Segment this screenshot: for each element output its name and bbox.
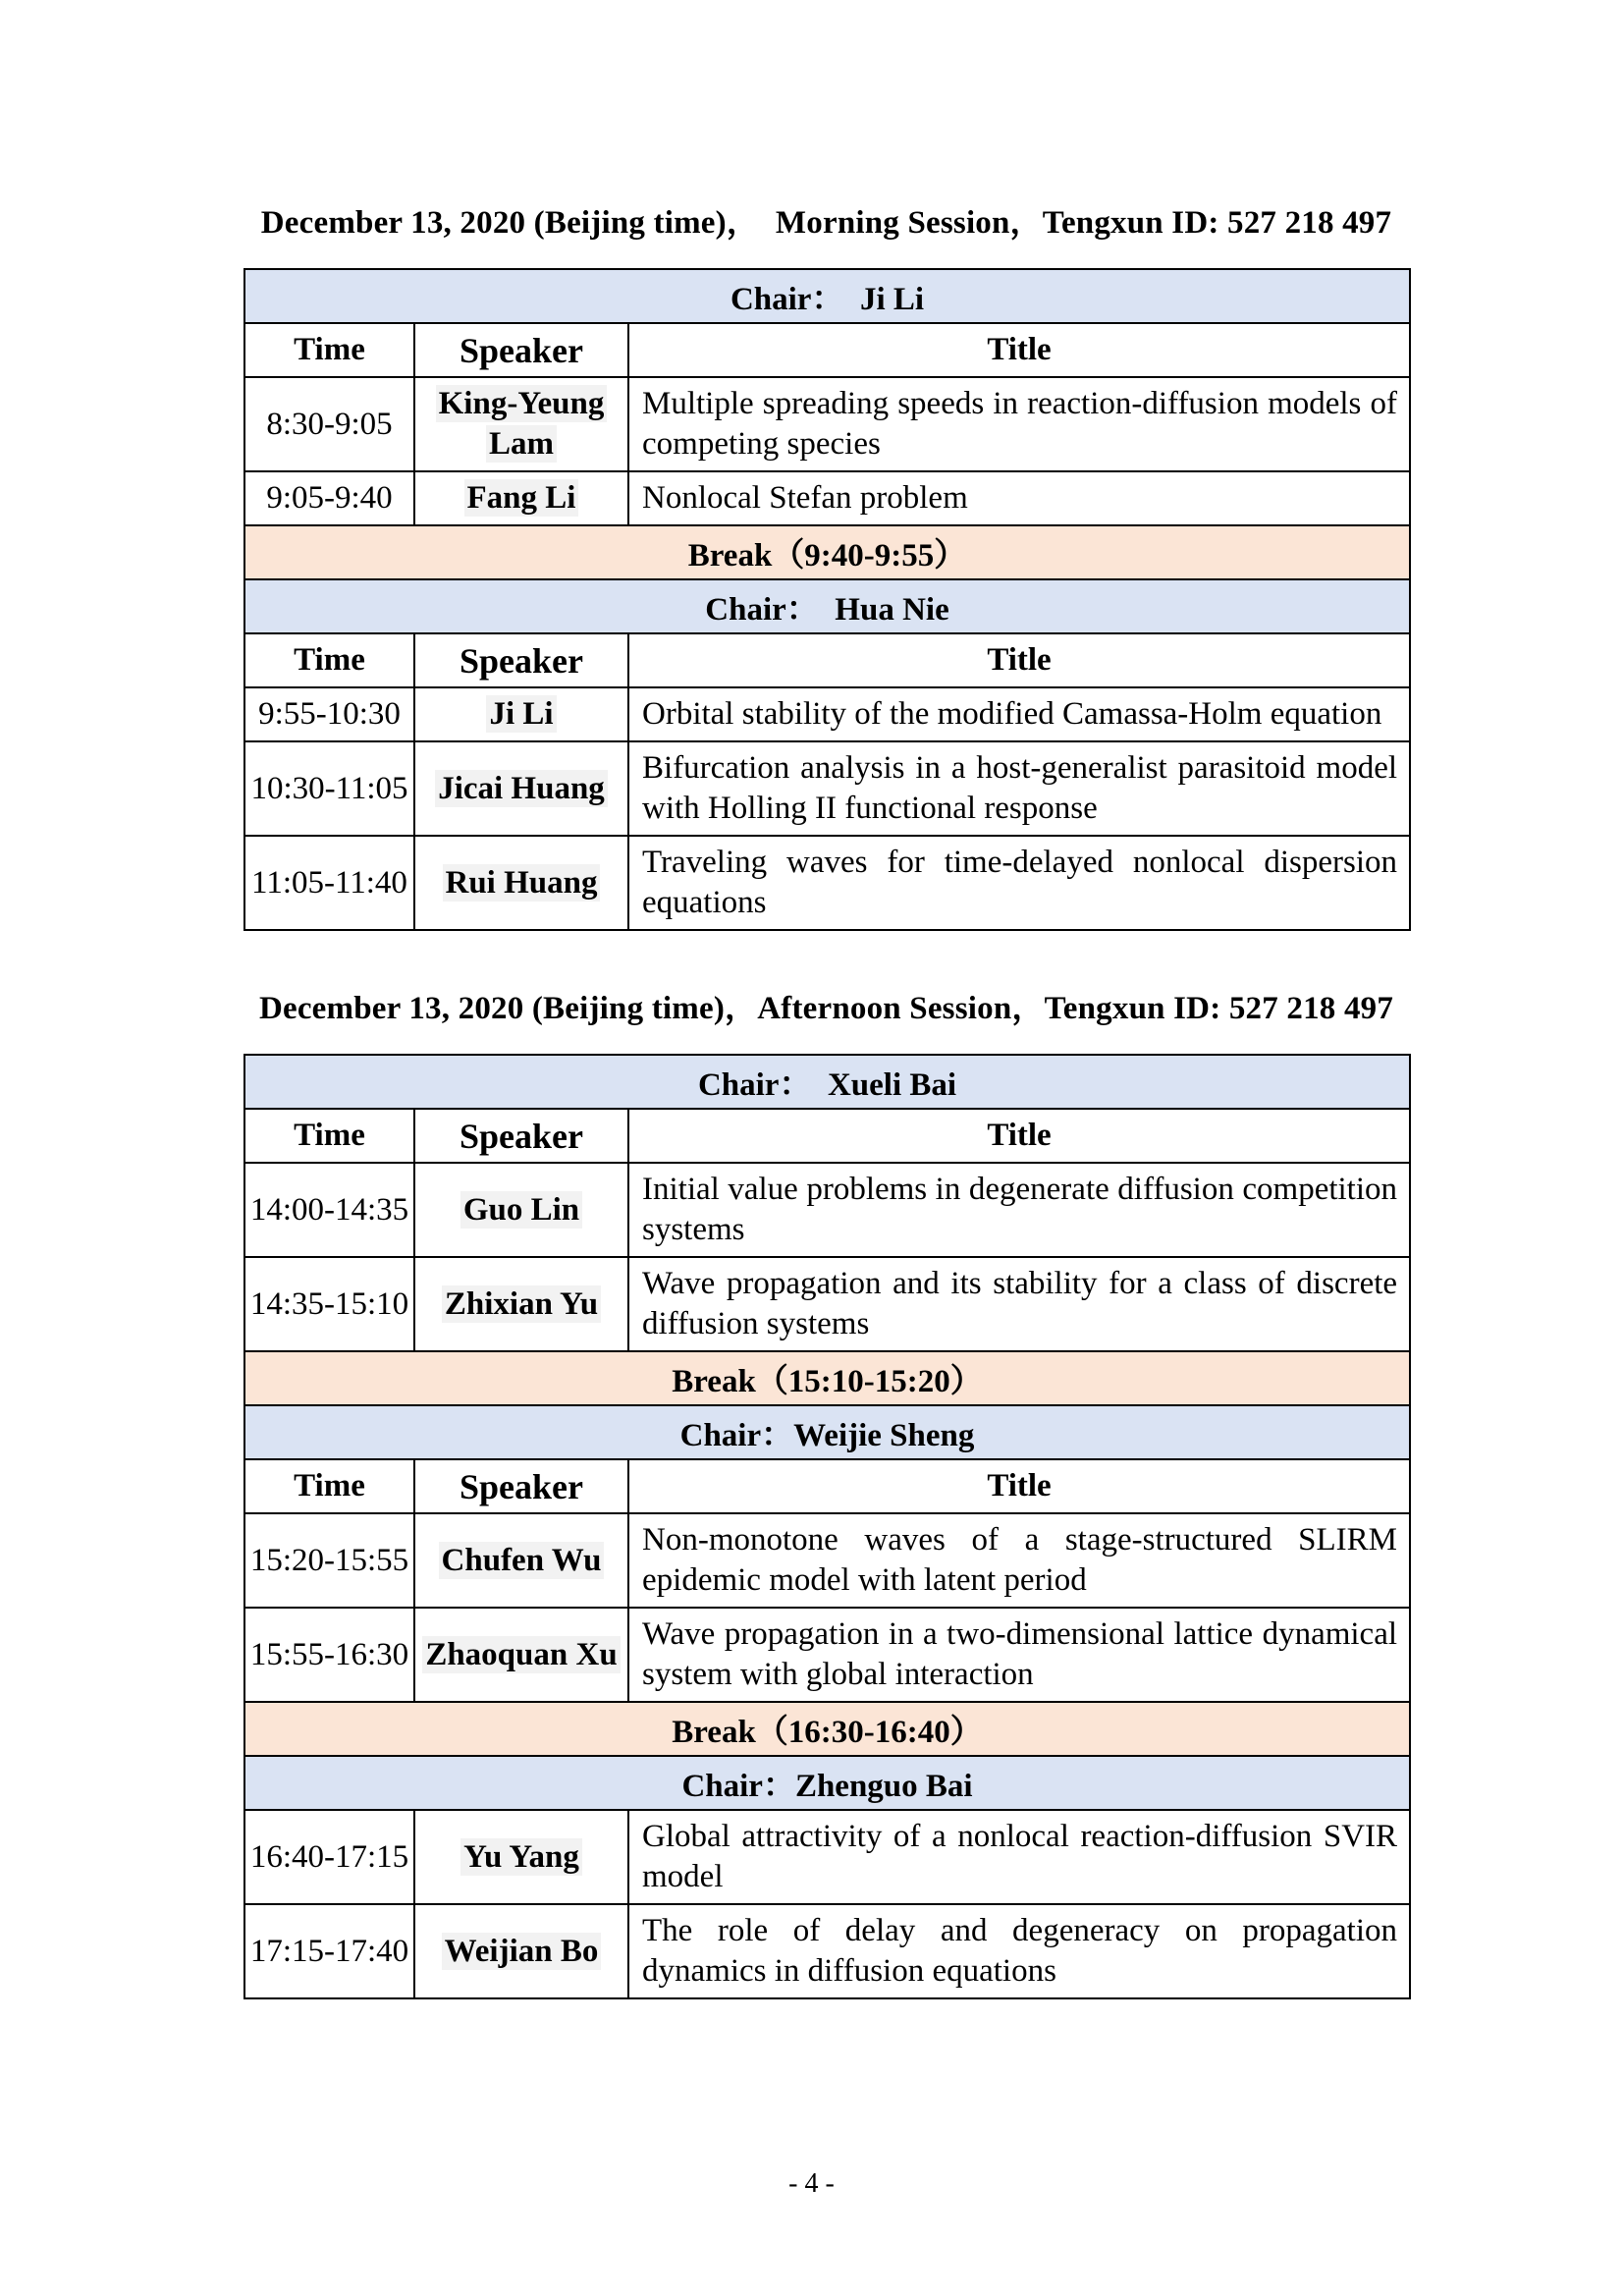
talk-title-cell: Wave propagation in a two-dimensional lattice dynamical system with global interaction <box>628 1608 1410 1702</box>
chair-row <box>244 1405 1410 1459</box>
talk-row <box>244 836 1410 930</box>
session-heading: December 13, 2020 (Beijing time)，Afternoon Session，Tengxun ID: 527 218 497 <box>258 991 1394 1026</box>
column-header-time: Time <box>244 1109 414 1163</box>
break-label: Break（9:40-9:55） <box>244 525 1410 579</box>
break-row <box>244 525 1410 579</box>
talk-title-cell: Initial value problems in degenerate diffusion competition systems <box>628 1163 1410 1257</box>
talk-row <box>244 1608 1410 1702</box>
break-row <box>244 1351 1410 1405</box>
talk-title-cell: Non-monotone waves of a stage-structured SLIRM epidemic model with latent period <box>628 1513 1410 1608</box>
column-header-row <box>244 633 1410 687</box>
column-header-speaker: Speaker <box>414 1109 628 1163</box>
talk-time-cell: 8:30-9:05 <box>244 377 414 471</box>
chair-label: Chair：Zhenguo Bai <box>244 1756 1410 1810</box>
talk-title-cell: Bifurcation analysis in a host-generalist parasitoid model with Holling II functional response <box>628 741 1410 836</box>
speaker-name: Guo Lin <box>460 1191 582 1229</box>
speaker-name: Rui Huang <box>443 864 601 902</box>
talk-row <box>244 471 1410 525</box>
talk-time-cell: 14:00-14:35 <box>244 1163 414 1257</box>
talk-title-cell: Traveling waves for time-delayed nonlocal dispersion equations <box>628 836 1410 930</box>
break-row <box>244 1702 1410 1756</box>
talk-row <box>244 1257 1410 1351</box>
chair-label: Chair： Hua Nie <box>244 579 1410 633</box>
chair-label: Chair： Ji Li <box>244 269 1410 323</box>
talk-time-cell: 16:40-17:15 <box>244 1810 414 1904</box>
talk-title-cell: Nonlocal Stefan problem <box>628 471 1410 525</box>
talk-title-cell: Global attractivity of a nonlocal reaction-diffusion SVIR model <box>628 1810 1410 1904</box>
session-table <box>243 268 1411 931</box>
chair-row <box>244 1055 1410 1109</box>
column-header-speaker: Speaker <box>414 323 628 377</box>
column-header-title: Title <box>628 633 1410 687</box>
talk-time-cell: 17:15-17:40 <box>244 1904 414 1998</box>
talk-speaker-cell <box>414 687 628 741</box>
talk-row <box>244 377 1410 471</box>
talk-speaker-cell <box>414 1257 628 1351</box>
talk-speaker-cell <box>414 1513 628 1608</box>
talk-row <box>244 1810 1410 1904</box>
column-header-row <box>244 323 1410 377</box>
chair-row <box>244 269 1410 323</box>
talk-title-cell: Multiple spreading speeds in reaction-diffusion models of competing species <box>628 377 1410 471</box>
talk-title-cell: Orbital stability of the modified Camassa-Holm equation <box>628 687 1410 741</box>
schedule-content <box>243 196 1409 1999</box>
talk-speaker-cell <box>414 377 628 471</box>
column-header-row <box>244 1109 1410 1163</box>
speaker-name: King-Yeung Lam <box>436 385 608 463</box>
speaker-name: Zhixian Yu <box>442 1285 601 1323</box>
speaker-name: Fang Li <box>464 479 579 517</box>
column-header-title: Title <box>628 323 1410 377</box>
talk-speaker-cell <box>414 836 628 930</box>
talk-time-cell: 9:05-9:40 <box>244 471 414 525</box>
break-label: Break（16:30-16:40） <box>244 1702 1410 1756</box>
talk-speaker-cell <box>414 1163 628 1257</box>
column-header-time: Time <box>244 323 414 377</box>
talk-row <box>244 741 1410 836</box>
speaker-name: Zhaoquan Xu <box>422 1636 620 1673</box>
page-number: - 4 - <box>788 2168 835 2199</box>
speaker-name: Ji Li <box>486 695 556 733</box>
session-table <box>243 1054 1411 1999</box>
talk-speaker-cell <box>414 471 628 525</box>
talk-speaker-cell <box>414 1904 628 1998</box>
column-header-time: Time <box>244 1459 414 1513</box>
chair-label: Chair：Weijie Sheng <box>244 1405 1410 1459</box>
column-header-speaker: Speaker <box>414 1459 628 1513</box>
chair-row <box>244 1756 1410 1810</box>
speaker-name: Chufen Wu <box>439 1542 605 1579</box>
column-header-time: Time <box>244 633 414 687</box>
talk-row <box>244 1904 1410 1998</box>
talk-row <box>244 1163 1410 1257</box>
talk-row <box>244 1513 1410 1608</box>
break-label: Break（15:10-15:20） <box>244 1351 1410 1405</box>
chair-label: Chair： Xueli Bai <box>244 1055 1410 1109</box>
column-header-speaker: Speaker <box>414 633 628 687</box>
session-heading: December 13, 2020 (Beijing time)， Morning Session，Tengxun ID: 527 218 497 <box>260 205 1392 241</box>
speaker-name: Yu Yang <box>460 1838 582 1876</box>
talk-time-cell: 10:30-11:05 <box>244 741 414 836</box>
talk-time-cell: 9:55-10:30 <box>244 687 414 741</box>
talk-time-cell: 15:20-15:55 <box>244 1513 414 1608</box>
talk-time-cell: 14:35-15:10 <box>244 1257 414 1351</box>
column-header-title: Title <box>628 1109 1410 1163</box>
column-header-row <box>244 1459 1410 1513</box>
talk-row <box>244 687 1410 741</box>
talk-speaker-cell <box>414 1810 628 1904</box>
talk-speaker-cell <box>414 1608 628 1702</box>
column-header-title: Title <box>628 1459 1410 1513</box>
talk-time-cell: 15:55-16:30 <box>244 1608 414 1702</box>
talk-speaker-cell <box>414 741 628 836</box>
speaker-name: Jicai Huang <box>435 770 608 807</box>
talk-title-cell: The role of delay and degeneracy on propagation dynamics in diffusion equations <box>628 1904 1410 1998</box>
talk-title-cell: Wave propagation and its stability for a class of discrete diffusion systems <box>628 1257 1410 1351</box>
talk-time-cell: 11:05-11:40 <box>244 836 414 930</box>
chair-row <box>244 579 1410 633</box>
speaker-name: Weijian Bo <box>442 1933 602 1970</box>
